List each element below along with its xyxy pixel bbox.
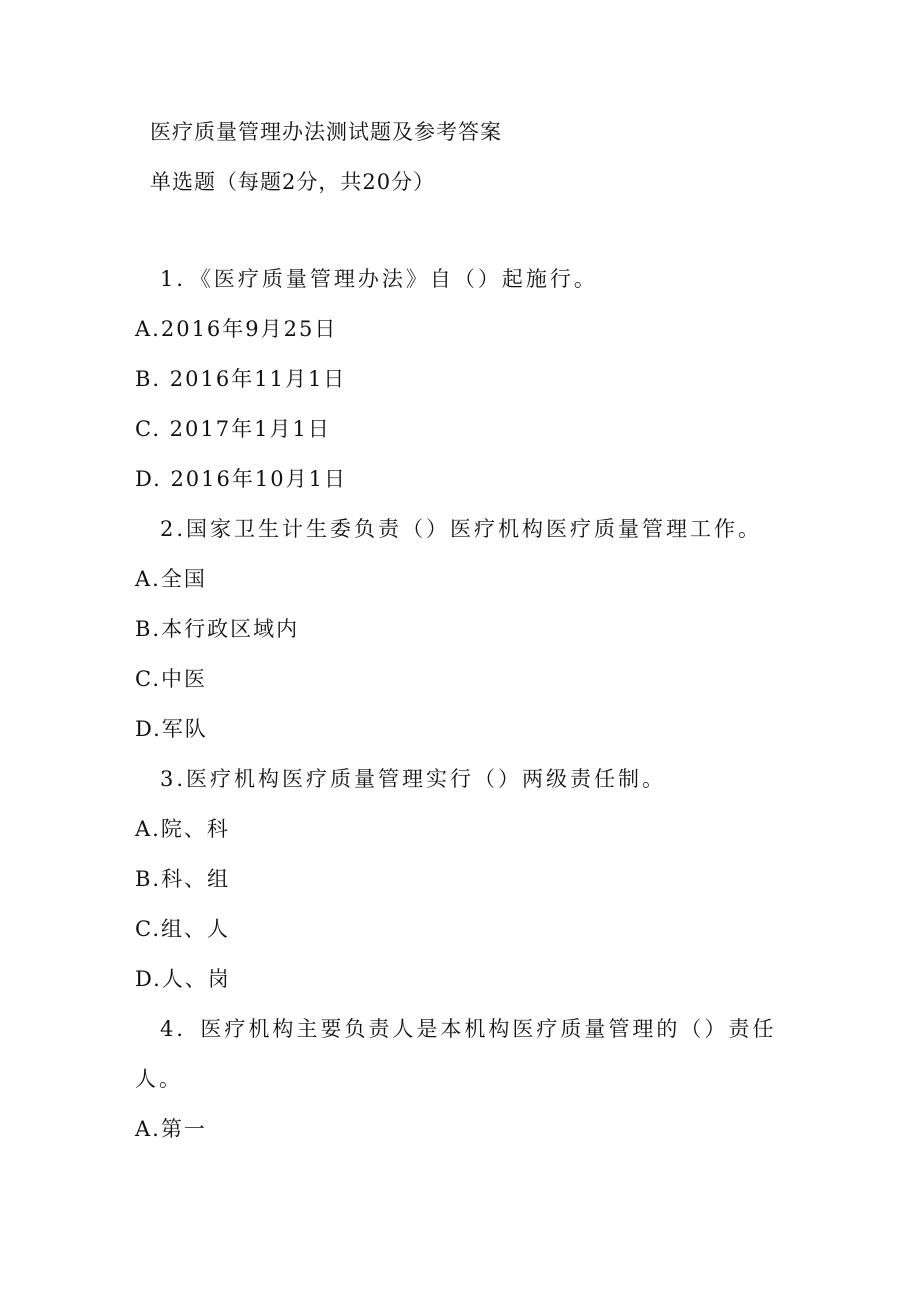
question-1-option-a: A.2016年9月25日 xyxy=(135,317,338,341)
question-2-option-a: A.全国 xyxy=(135,567,207,591)
question-2-option-d: D.军队 xyxy=(135,717,208,741)
section-heading: 单选题（每题2分，共20分） xyxy=(150,170,436,194)
question-1-option-c: C. 2017年1月1日 xyxy=(135,417,331,441)
document-title: 医疗质量管理办法测试题及参考答案 xyxy=(150,120,502,144)
question-3-option-b: B.科、组 xyxy=(135,867,231,891)
question-3-option-d: D.人、岗 xyxy=(135,967,231,991)
question-1-option-d: D. 2016年10月1日 xyxy=(135,467,347,491)
question-3-stem: 3.医疗机构医疗质量管理实行（）两级责任制。 xyxy=(160,767,667,791)
question-2-option-c: C.中医 xyxy=(135,667,207,691)
question-3-option-a: A.院、科 xyxy=(135,817,230,841)
question-2-option-b: B.本行政区域内 xyxy=(135,617,300,641)
question-1-stem: 1．《医疗质量管理办法》自（）起施行。 xyxy=(160,267,598,291)
question-4-stem: 4．医疗机构主要负责人是本机构医疗质量管理的（）责任 xyxy=(160,1017,777,1041)
question-4-stem-continuation: 人。 xyxy=(135,1067,183,1091)
question-1-option-b: B. 2016年11月1日 xyxy=(135,367,347,391)
question-3-option-c: C.组、人 xyxy=(135,917,230,941)
question-2-stem: 2.国家卫生计生委负责（）医疗机构医疗质量管理工作。 xyxy=(160,517,763,541)
question-4-option-a: A.第一 xyxy=(135,1117,207,1141)
